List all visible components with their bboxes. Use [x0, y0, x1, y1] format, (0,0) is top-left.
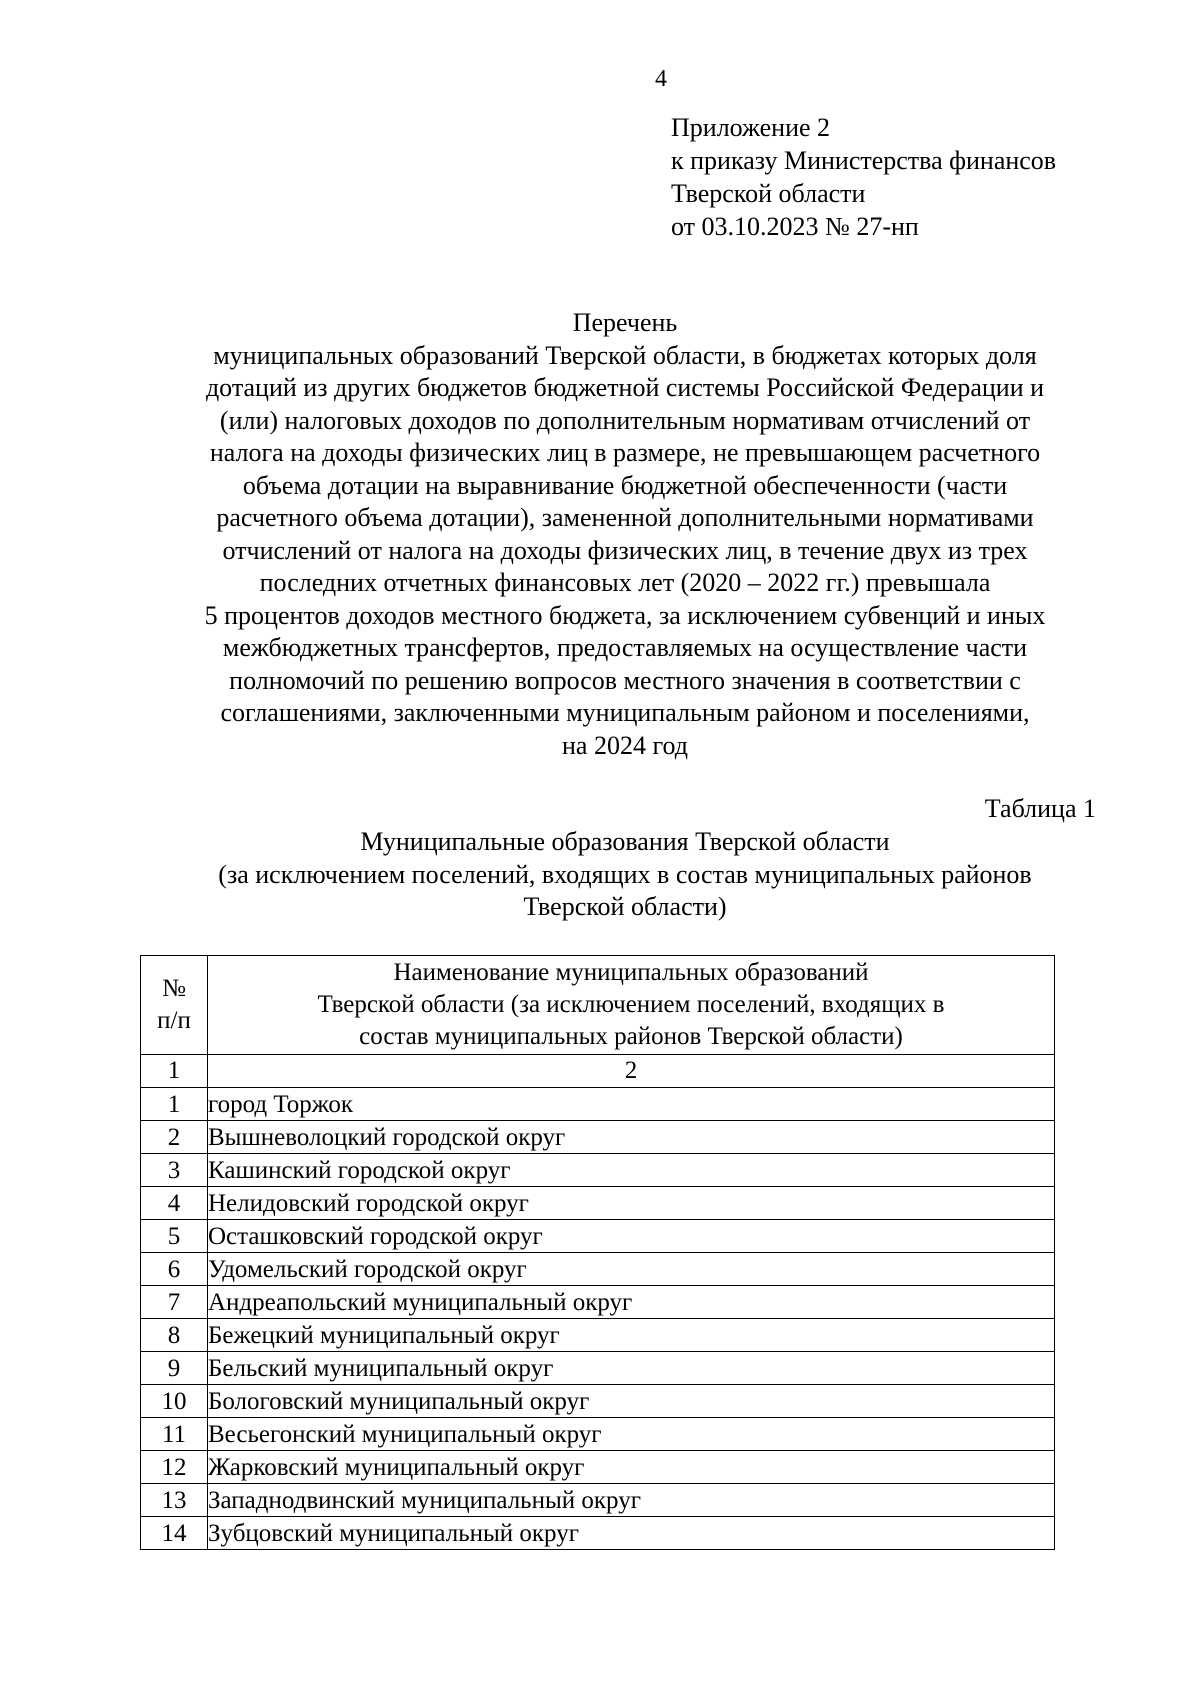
- table-row: [141, 1088, 1055, 1121]
- header-num-cell: [141, 956, 208, 1055]
- title-line: соглашениями, заключенными муниципальным районом и поселениями,: [220, 698, 1030, 727]
- header-num-line: №: [162, 975, 186, 1002]
- title-line: дотаций из других бюджетов бюджетной системы Российской Федерации и: [205, 373, 1045, 402]
- title-line: отчислений от налога на доходы физических лиц, в течение двух из трех: [222, 535, 1028, 565]
- table-row: [141, 1418, 1055, 1451]
- municipality-name-cell: Андреапольский муниципальный округ: [208, 1286, 1055, 1319]
- title-line: 5 процентов доходов местного бюджета, за исключением субвенций и иных: [204, 600, 1046, 630]
- row-number-cell: 8: [141, 1319, 208, 1352]
- title-line: межбюджетных трансфертов, предоставляемых на осуществление части: [222, 633, 1028, 662]
- table-row: [141, 1385, 1055, 1418]
- municipality-name-cell: город Торжок: [208, 1088, 1055, 1121]
- title-line: полномочий по решению вопросов местного значения в соответствии с: [229, 665, 1021, 695]
- municipality-name-cell: Вышневолоцкий городской округ: [208, 1121, 1055, 1154]
- row-number-cell: 7: [141, 1286, 208, 1319]
- table-caption: [150, 826, 1100, 924]
- table-row: [141, 1319, 1055, 1352]
- table-row: [141, 1253, 1055, 1286]
- table-row: [141, 1451, 1055, 1484]
- header-num-line: п/п: [157, 1007, 191, 1034]
- title-line: расчетного объема дотации), замененной дополнительными нормативами: [216, 503, 1034, 532]
- municipality-name-cell: Бежецкий муниципальный округ: [208, 1319, 1055, 1352]
- table-row: [141, 1187, 1055, 1220]
- header-name-line: состав муниципальных районов Тверской области): [359, 1023, 903, 1050]
- title-line: (или) налоговых доходов по дополнительным нормативам отчислений от: [219, 405, 1031, 435]
- row-number-cell: 10: [141, 1385, 208, 1418]
- table-label: Таблица 1: [984, 794, 1096, 823]
- municipality-name-cell: Удомельский городской округ: [208, 1253, 1055, 1286]
- row-number-cell: 6: [141, 1253, 208, 1286]
- title-line: на 2024 год: [562, 730, 688, 760]
- row-number-cell: 14: [141, 1517, 208, 1550]
- appendix-line: Тверской области: [671, 179, 866, 208]
- row-number-cell: 9: [141, 1352, 208, 1385]
- row-number-cell: 1: [141, 1088, 208, 1121]
- caption-line: (за исключением поселений, входящих в состав муниципальных районов: [218, 859, 1032, 889]
- document-title: [150, 307, 1100, 762]
- table-row: [141, 1220, 1055, 1253]
- row-number-cell: 5: [141, 1220, 208, 1253]
- title-line: муниципальных образований Тверской области, в бюджетах которых доля: [213, 340, 1037, 370]
- column-index-cell: 1: [141, 1055, 208, 1088]
- table-header-row: [141, 956, 1055, 1055]
- row-number-cell: 12: [141, 1451, 208, 1484]
- caption-line: Тверской области): [523, 892, 727, 921]
- row-number-cell: 11: [141, 1418, 208, 1451]
- municipality-name-cell: Кашинский городской округ: [208, 1154, 1055, 1187]
- municipality-name-cell: Западнодвинский муниципальный округ: [208, 1484, 1055, 1517]
- header-name-line: Тверской области (за исключением поселений, входящих в: [317, 991, 945, 1018]
- column-index-cell: 2: [208, 1055, 1055, 1088]
- table-row: [141, 1121, 1055, 1154]
- title-heading: Перечень: [572, 308, 678, 337]
- column-index-row: [141, 1055, 1055, 1088]
- table-row: [141, 1484, 1055, 1517]
- row-number-cell: 2: [141, 1121, 208, 1154]
- title-line: последних отчетных финансовых лет (2020 – 2022 гг.) превышала: [259, 568, 991, 597]
- municipalities-table: [140, 955, 1055, 1550]
- municipality-name-cell: Бологовский муниципальный округ: [208, 1385, 1055, 1418]
- municipality-name-cell: Осташковский городской округ: [208, 1220, 1055, 1253]
- appendix-line: Приложение 2: [671, 113, 831, 142]
- municipality-name-cell: Зубцовский муниципальный округ: [208, 1517, 1055, 1550]
- row-number-cell: 4: [141, 1187, 208, 1220]
- appendix-line: к приказу Министерства финансов: [671, 146, 1057, 175]
- caption-line: Муниципальные образования Тверской области: [360, 827, 890, 856]
- title-line: объема дотации на выравнивание бюджетной обеспеченности (части: [242, 470, 1008, 500]
- table-row: [141, 1286, 1055, 1319]
- municipality-name-cell: Весьегонский муниципальный округ: [208, 1418, 1055, 1451]
- municipality-name-cell: Нелидовский городской округ: [208, 1187, 1055, 1220]
- header-name-line: Наименование муниципальных образований: [393, 959, 869, 986]
- page-number: 4: [655, 66, 667, 92]
- row-number-cell: 3: [141, 1154, 208, 1187]
- appendix-line: от 03.10.2023 № 27-нп: [671, 212, 919, 241]
- table-row: [141, 1517, 1055, 1550]
- table-row: [141, 1154, 1055, 1187]
- header-name-cell: [208, 956, 1055, 1055]
- municipality-name-cell: Жарковский муниципальный округ: [208, 1451, 1055, 1484]
- table-row: [141, 1352, 1055, 1385]
- appendix-block: [671, 111, 1056, 243]
- row-number-cell: 13: [141, 1484, 208, 1517]
- title-line: налога на доходы физических лиц в размере, не превышающем расчетного: [209, 438, 1041, 467]
- municipality-name-cell: Бельский муниципальный округ: [208, 1352, 1055, 1385]
